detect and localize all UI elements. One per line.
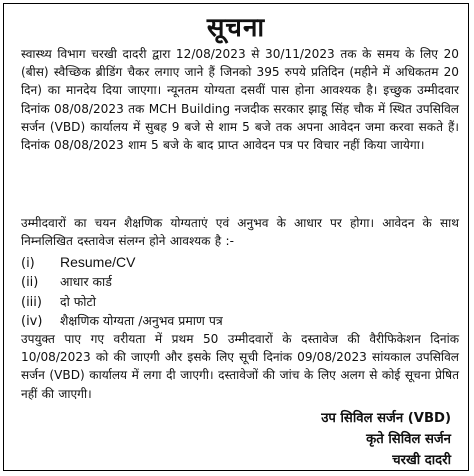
list-item-text: Resume/CV [60, 254, 136, 270]
selection-paragraph: उम्मीदवारों का चयन शैक्षणिक योग्यताएं एवं अनुभव के आधार पर होगा। आवेदन के साथ निम्नलिखित दस्तावेज संलग्न होने आवश्यक है :- [21, 216, 459, 249]
list-item-number: (ii) [21, 275, 39, 291]
list-item-text: दो फोटो [60, 293, 96, 309]
recruitment-paragraph: स्वास्थ्य विभाग चरखी दादरी द्वारा 12/08/2023 से 30/11/2023 तक के समय के लिए 20 (बीस) स्वैच्छिक ब्रीडिंग चैकर लगाए जाने हैं जिनको 395 रुपये प्रतिदिन (महीने में अधिकतम 20 दिन) का मानदेय दिया जाएगा। न्यूनतम योग्यता दसवीं पास होना आवश्यक है। इच्छुक उम्मीदवार दिनांक 08/08/2023 तक MCH Building नजदीक सरकार झाडू सिंह चौक में स्थित उपसिविल सर्जन (VBD) कार्यालय में सुबह 9 बजे से शाम 5 बजे तक अपना आवेदन जमा करवा सकते हैं। दिनांक 08/08/2023 शाम 5 बजे के बाद प्राप्त आवेदन पत्र पर विचार नहीं किया जायेगा। [21, 47, 459, 153]
list-item-text: आधार कार्ड [60, 274, 112, 290]
list-item-text: शैक्षणिक योग्यता /अनुभव प्रमाण पत्र [60, 312, 223, 328]
list-item [21, 272, 223, 291]
documents-list [21, 253, 223, 330]
signatory-designation: उप सिविल सर्जन (VBD) [321, 411, 451, 426]
notice-document [3, 3, 469, 471]
list-item [21, 253, 223, 272]
verification-paragraph: उपयुक्त पाए गए वरीयता में प्रथम 50 उम्मीदवारों के दस्तावेज की वैरीफिकेशन दिनांक 10/08/2023 को की जाएगी और इसके लिए सूची दिनांक 09/08/2023 सांयकाल उपसिविल सर्जन (VBD) कार्यालय में लगा दी जाएगी। दस्तावेजों की जांच के लिए अलग से कोई सूचना प्रेषित नहीं की जाएगी। [21, 332, 459, 401]
notice-title: सूचना [206, 13, 266, 43]
list-item [21, 292, 223, 311]
signatory-location: चरखी दादरी [392, 453, 451, 468]
list-item-number: (i) [21, 256, 35, 271]
signature-block [321, 408, 451, 471]
list-item-number: (iv) [21, 313, 43, 329]
list-item-number: (iii) [21, 294, 42, 310]
signatory-on-behalf: कृते सिविल सर्जन [366, 432, 451, 447]
list-item [21, 311, 223, 330]
